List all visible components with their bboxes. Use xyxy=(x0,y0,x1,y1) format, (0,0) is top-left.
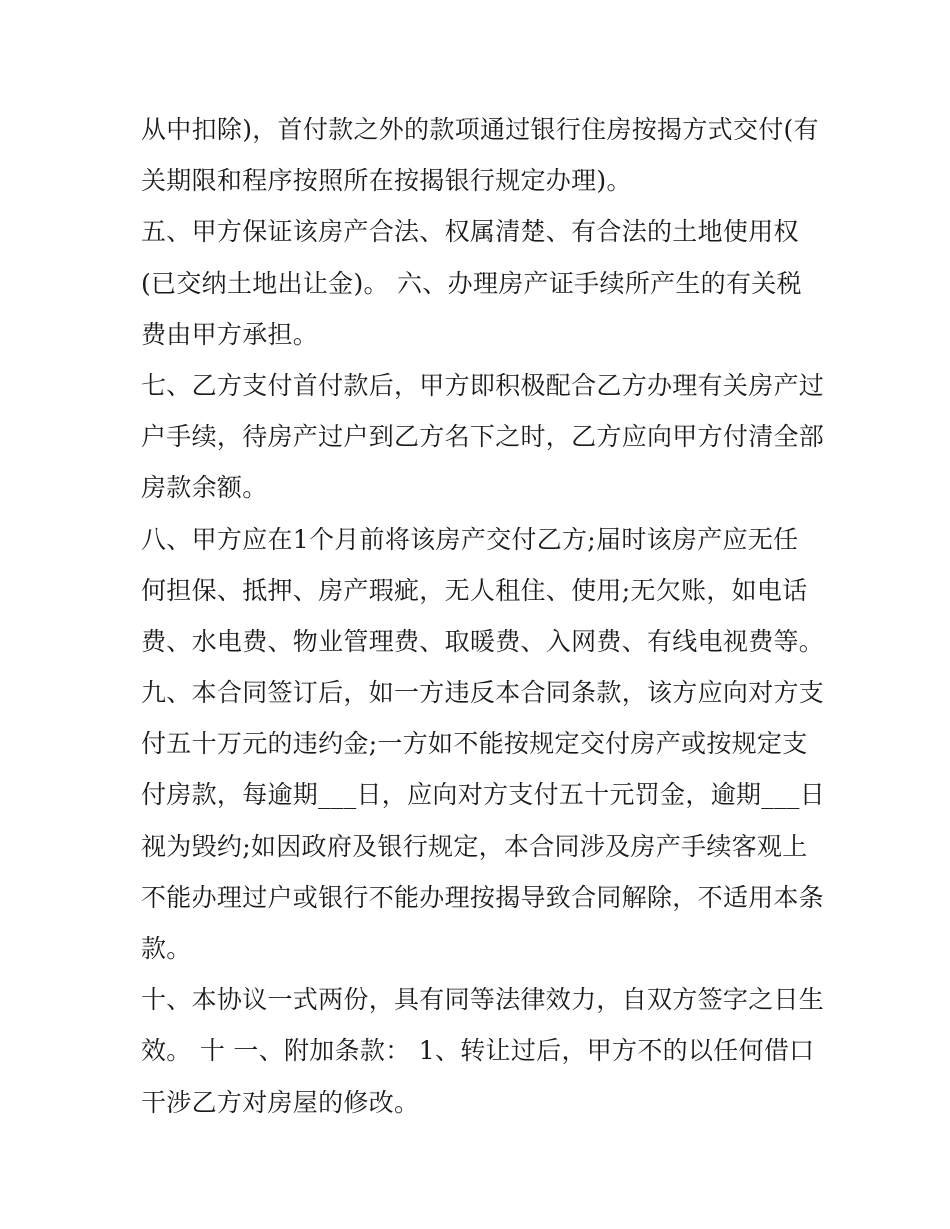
text-line: (已交纳土地出让金)。 六、办理房产证手续所产生的有关税 xyxy=(141,268,802,298)
text-line: 九、本合同签订后，如一方违反本合同条款，该方应向对方支 xyxy=(141,678,825,708)
text-line: 不能办理过户或银行不能办理按揭导致合同解除，不适用本条 xyxy=(141,882,825,912)
text-line: 款。 xyxy=(141,934,192,963)
text-line: 户手续，待房产过户到乙方名下之时，乙方应向甲方付清全部 xyxy=(141,422,825,452)
text-line: 七、乙方支付首付款后，甲方即积极配合乙方办理有关房产过 xyxy=(141,370,825,400)
text-line: 付房款，每逾期___日，应向对方支付五十元罚金，逾期___日 xyxy=(141,780,826,810)
text-line: 付五十万元的违约金;一方如不能按规定交付房产或按规定支 xyxy=(141,729,808,759)
text-line: 十、本协议一式两份，具有同等法律效力，自双方签字之日生 xyxy=(141,985,825,1015)
text-line: 从中扣除)，首付款之外的款项通过银行住房按揭方式交付(有 xyxy=(141,115,819,144)
text-line: 八、甲方应在1个月前将该房产交付乙方;届时该房产应无任 xyxy=(141,524,799,554)
text-line: 房款余额。 xyxy=(141,473,268,503)
text-line: 何担保、抵押、房产瑕疵，无人租住、使用;无欠账，如电话 xyxy=(141,575,808,605)
text-line: 费由甲方承担。 xyxy=(141,319,319,349)
document-body xyxy=(141,104,826,1128)
text-line: 效。 十 一、附加条款： 1、转让过后，甲方不的以任何借口 xyxy=(141,1036,815,1066)
text-line: 五、甲方保证该房产合法、权属清楚、有合法的土地使用权 xyxy=(141,217,799,247)
text-line: 视为毁约;如因政府及银行规定，本合同涉及房产手续客观上 xyxy=(141,831,808,861)
text-line: 关期限和程序按照所在按揭银行规定办理)。 xyxy=(141,166,632,196)
text-line: 干涉乙方对房屋的修改。 xyxy=(141,1087,420,1117)
text-line: 费、水电费、物业管理费、取暖费、入网费、有线电视费等。 xyxy=(141,626,825,656)
